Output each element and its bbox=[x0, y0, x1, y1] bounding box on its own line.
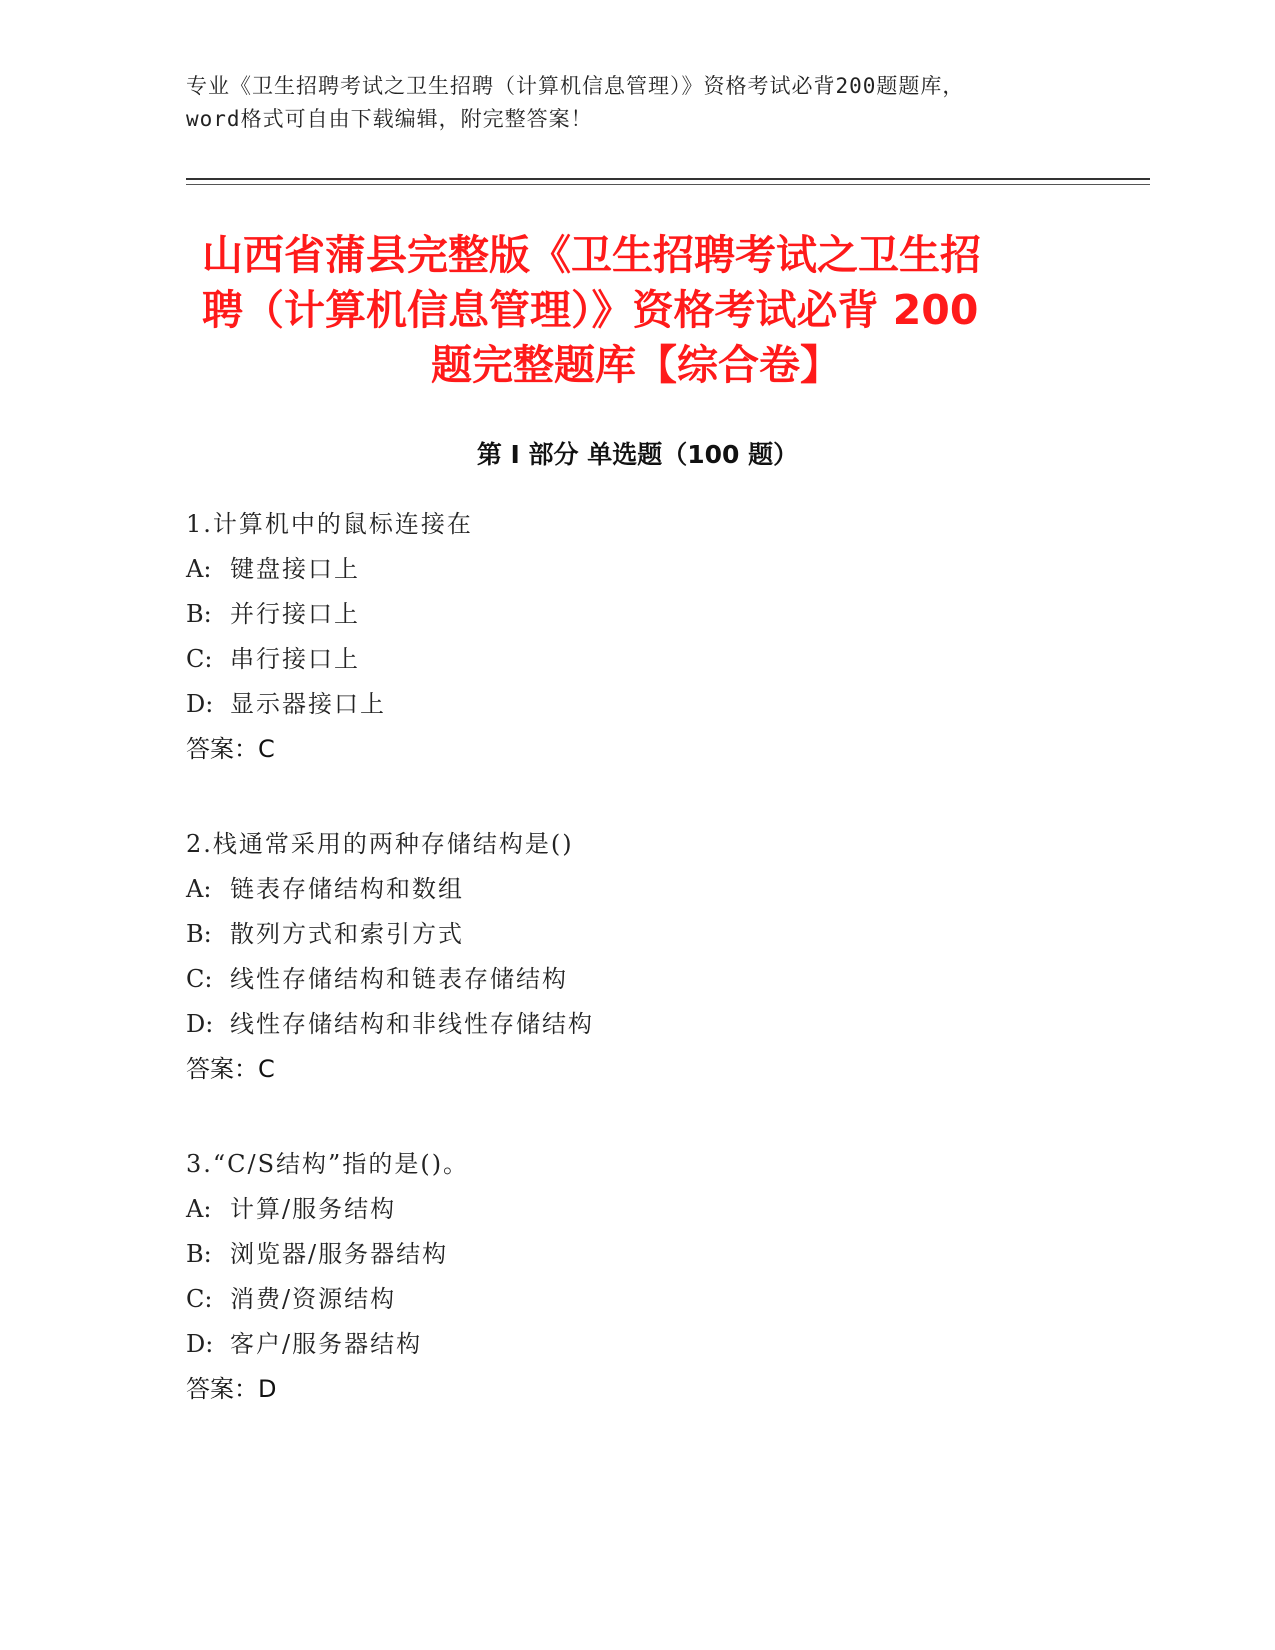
option-text: 计算/服务结构 bbox=[230, 1195, 397, 1223]
option-text: 消费/资源结构 bbox=[230, 1285, 397, 1313]
option-b bbox=[186, 912, 1086, 957]
option-b bbox=[186, 1232, 1086, 1277]
question-stem: 3.“C/S结构”指的是()。 bbox=[186, 1150, 470, 1178]
option-text: 客户/服务器结构 bbox=[230, 1330, 423, 1358]
option-letter: B: bbox=[186, 1240, 212, 1268]
question-block bbox=[186, 822, 1086, 1092]
option-text: 键盘接口上 bbox=[230, 555, 360, 583]
header-divider-thin bbox=[186, 184, 1150, 185]
option-letter: A: bbox=[186, 555, 212, 583]
option-b bbox=[186, 592, 1086, 637]
question-block bbox=[186, 502, 1086, 772]
option-d bbox=[186, 682, 1086, 727]
page-header bbox=[186, 70, 1086, 136]
option-c bbox=[186, 637, 1086, 682]
option-text: 浏览器/服务器结构 bbox=[230, 1240, 449, 1268]
question-block bbox=[186, 1142, 1086, 1412]
option-letter: C: bbox=[186, 1285, 213, 1313]
answer-line: 答案：D bbox=[186, 1375, 277, 1403]
answer-line: 答案：C bbox=[186, 1055, 275, 1083]
question-stem: 2.栈通常采用的两种存储结构是() bbox=[186, 830, 574, 858]
option-text: 串行接口上 bbox=[230, 645, 360, 673]
option-letter: B: bbox=[186, 920, 212, 948]
option-text: 链表存储结构和数组 bbox=[230, 875, 464, 903]
option-letter: B: bbox=[186, 600, 212, 628]
option-a bbox=[186, 867, 1086, 912]
option-text: 线性存储结构和非线性存储结构 bbox=[230, 1010, 594, 1038]
answer-line: 答案：C bbox=[186, 735, 275, 763]
option-d bbox=[186, 1002, 1086, 1047]
option-letter: C: bbox=[186, 965, 213, 993]
option-a bbox=[186, 547, 1086, 592]
title-line-3: 题完整题库【综合卷】 bbox=[431, 341, 841, 389]
option-text: 并行接口上 bbox=[230, 600, 360, 628]
header-line-2: word格式可自由下载编辑，附完整答案！ bbox=[186, 107, 593, 131]
option-letter: C: bbox=[186, 645, 213, 673]
header-line-1: 专业《卫生招聘考试之卫生招聘（计算机信息管理）》资格考试必背200题题库， bbox=[186, 74, 965, 98]
option-letter: D: bbox=[186, 1010, 214, 1038]
option-a bbox=[186, 1187, 1086, 1232]
title-line-2: 聘（计算机信息管理）》资格考试必背 200 bbox=[202, 286, 979, 334]
option-text: 线性存储结构和链表存储结构 bbox=[230, 965, 568, 993]
option-text: 显示器接口上 bbox=[230, 690, 386, 718]
option-d bbox=[186, 1322, 1086, 1367]
option-c bbox=[186, 1277, 1086, 1322]
option-text: 散列方式和索引方式 bbox=[230, 920, 464, 948]
option-letter: D: bbox=[186, 690, 214, 718]
option-letter: D: bbox=[186, 1330, 214, 1358]
option-letter: A: bbox=[186, 875, 212, 903]
option-letter: A: bbox=[186, 1195, 212, 1223]
document-title bbox=[186, 228, 1086, 393]
question-stem: 1.计算机中的鼠标连接在 bbox=[186, 510, 473, 538]
section-heading: 第 I 部分 单选题（100 题） bbox=[476, 440, 799, 469]
title-line-1: 山西省蒲县完整版《卫生招聘考试之卫生招 bbox=[202, 231, 981, 279]
header-divider-thick bbox=[186, 178, 1150, 180]
option-c bbox=[186, 957, 1086, 1002]
